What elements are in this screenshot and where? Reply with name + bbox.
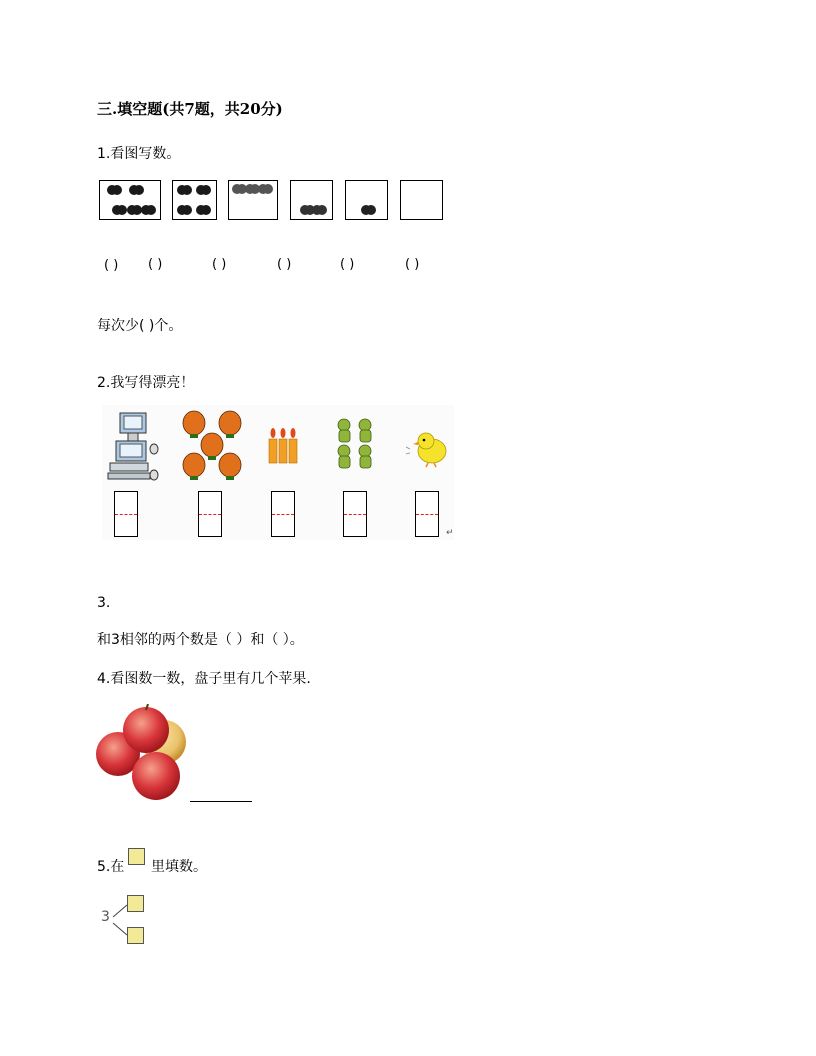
- answer-square-top[interactable]: [127, 895, 144, 912]
- apple-box-2: [172, 180, 217, 220]
- q1-answer-6[interactable]: ( ): [405, 257, 420, 272]
- candle-icon: [266, 427, 300, 465]
- bear-icon: [334, 417, 376, 473]
- computer-icon: [106, 411, 160, 483]
- writing-box-4[interactable]: [343, 491, 367, 537]
- lantern-icon: [180, 407, 244, 485]
- apple-box-6-empty: [400, 180, 443, 220]
- q1-title: 1.看图写数。: [97, 146, 181, 162]
- apple-box-1: [99, 180, 161, 220]
- q1-answer-5[interactable]: ( ): [340, 257, 355, 272]
- return-mark: ↵: [446, 528, 454, 538]
- q1-sentence: 每次少( )个。: [97, 318, 183, 334]
- apples-icon: [346, 181, 387, 219]
- q5-decomposition: [99, 893, 149, 945]
- yellow-square-icon: [128, 848, 145, 865]
- apple-box-5: [345, 180, 388, 220]
- apples-icon: [229, 181, 277, 219]
- q2-picture-area: [102, 405, 454, 540]
- q5-title-prefix: 5.在: [97, 859, 125, 875]
- q4-answer-line[interactable]: [190, 801, 252, 802]
- apples-photo: [96, 704, 188, 802]
- writing-box-2[interactable]: [198, 491, 222, 537]
- q2-title: 2.我写得漂亮！: [97, 375, 195, 391]
- apple-box-3: [228, 180, 278, 220]
- q3-number: 3.: [97, 595, 111, 611]
- q5-title-suffix: 里填数。: [151, 859, 207, 875]
- q5-number: 3: [101, 909, 110, 925]
- q1-answer-1[interactable]: ( ): [104, 258, 119, 273]
- chick-icon: [406, 429, 450, 469]
- writing-box-1[interactable]: [114, 491, 138, 537]
- q1-answer-2[interactable]: ( ): [148, 257, 163, 272]
- section-title: 三.填空题(共7题，共20分): [97, 100, 283, 118]
- writing-box-5[interactable]: [415, 491, 439, 537]
- q3-text: 和3相邻的两个数是（ ）和（ ）。: [97, 632, 304, 648]
- writing-box-3[interactable]: [271, 491, 295, 537]
- apples-icon: [100, 181, 160, 219]
- q4-title: 4.看图数一数，盘子里有几个苹果.: [97, 671, 311, 687]
- q1-answer-4[interactable]: ( ): [277, 257, 292, 272]
- q1-answer-3[interactable]: ( ): [212, 257, 227, 272]
- apples-icon: [291, 181, 332, 219]
- apple-box-4: [290, 180, 333, 220]
- apples-icon: [173, 181, 216, 219]
- answer-square-bottom[interactable]: [127, 927, 144, 944]
